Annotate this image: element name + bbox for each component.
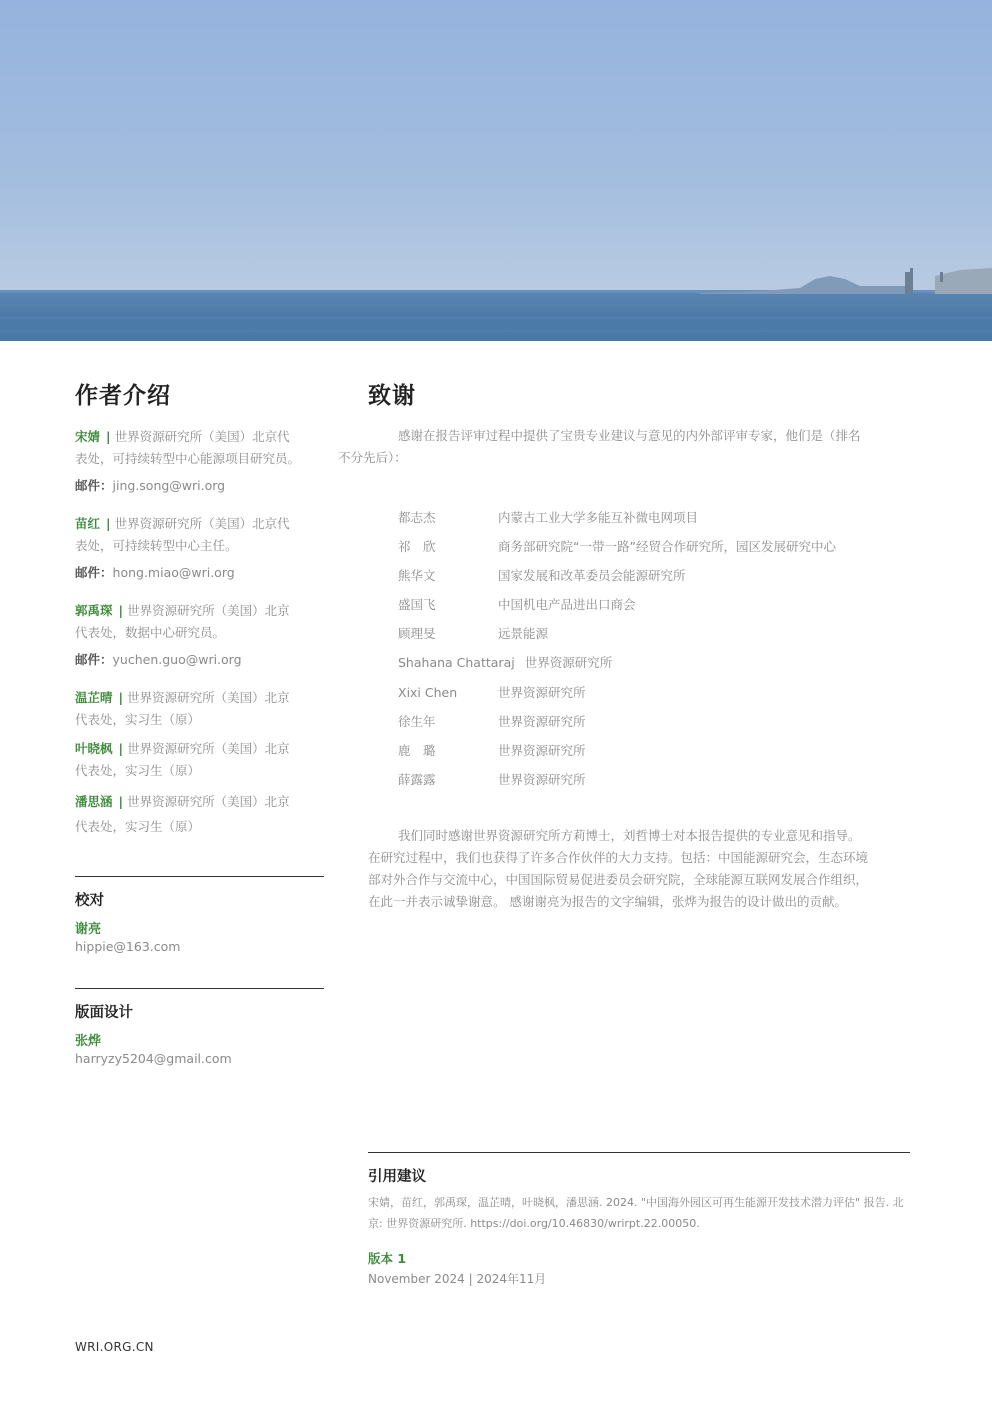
reviewer-row [398,653,612,671]
publication-date: November 2024 | 2024年11月 [368,1272,547,1286]
reviewer-org: 世界资源研究所 [498,714,586,729]
author-role: 代表处，实习生（原） [75,712,201,727]
author-email [75,563,325,581]
reviewer-row [398,683,586,701]
ack-closing-line: 部对外合作与交流中心，中国国际贸易促进委员会研究院，全球能源互联网发展合作组织， [368,872,869,887]
divider [75,988,324,989]
reviewer-name: 都志杰 [398,510,436,525]
author-email [75,650,325,668]
author-name: 郭禹琛 [75,603,113,618]
citation-divider [368,1152,910,1153]
email-label: 邮件： [75,478,113,493]
email-address[interactable]: jing.song@wri.org [112,478,226,493]
author-entry [75,426,325,494]
author-role: 表处，可持续转型中心能源项目研究员。 [75,451,301,466]
reviewer-org: 中国机电产品进出口商会 [498,597,636,612]
reviewer-name: 祁 欣 [398,539,436,554]
email-address[interactable]: hong.miao@wri.org [112,565,235,580]
reviewer-row [398,712,586,730]
author-affiliation: 世界资源研究所（美国）北京 [127,794,290,809]
author-entry [75,738,325,782]
author-entry [75,789,325,839]
author-bio [75,426,325,470]
reviewer-name: Xixi Chen [398,685,458,700]
separator: | [118,741,124,756]
separator: | [106,516,111,531]
author-entry [75,513,325,581]
proofreader-name: 谢亮 [75,922,102,937]
reviewer-row [398,508,698,526]
reviewer-row [398,537,836,555]
reviewer-name: 鹿 璐 [398,743,436,758]
ack-closing-line: 在研究过程中，我们也获得了许多合作伙伴的大力支持。包括：中国能源研究会，生态环境 [368,850,869,865]
version-label: 版本 1 [368,1251,407,1266]
author-bio [75,513,325,557]
author-affiliation: 世界资源研究所（美国）北京 [127,690,290,705]
author-affiliation: 世界资源研究所（美国）北京代 [114,429,290,444]
separator: | [118,690,124,705]
email-label: 邮件： [75,652,113,667]
citation-line[interactable]: 京: 世界资源研究所. https://doi.org/10.46830/wrirpt.22.00050. [368,1217,700,1230]
reviewer-row [398,770,586,788]
email-address[interactable]: yuchen.guo@wri.org [112,652,242,667]
reviewer-org: 商务部研究院“一带一路”经贸合作研究所，园区发展研究中心 [498,539,836,554]
ack-intro-line: 感谢在报告评审过程中提供了宝贵专业建议与意见的内外部评审专家，他们是（排名 [398,428,861,443]
right-column [338,380,910,909]
proofreader-email[interactable]: hippie@163.com [75,939,181,954]
author-name: 潘思涵 [75,794,113,809]
author-role: 代表处，实习生（原） [75,819,201,834]
ack-intro [338,425,910,469]
author-role: 代表处，数据中心研究员。 [75,625,226,640]
reviewer-org: 国家发展和改革委员会能源研究所 [498,568,686,583]
acknowledgements-heading: 致谢 [368,383,416,409]
reviewer-org: 世界资源研究所 [498,685,586,700]
divider [75,876,324,877]
citation-text [368,1192,913,1234]
footer-site-link[interactable]: WRI.ORG.CN [75,1340,154,1354]
author-entry [75,600,325,668]
reviewer-name: 顾理旻 [398,626,436,641]
author-role: 表处，可持续转型中心主任。 [75,538,238,553]
ack-closing-line: 我们同时感谢世界资源研究所方莉博士，刘哲博士对本报告提供的专业意见和指导。 [398,828,861,843]
designer-name: 张烨 [75,1034,102,1049]
reviewer-row [398,595,636,613]
author-name: 叶晓枫 [75,741,113,756]
reviewer-org: 世界资源研究所 [498,743,586,758]
separator: | [118,794,124,809]
reviewer-name: 盛国飞 [398,597,436,612]
designer-email[interactable]: harryzy5204@gmail.com [75,1051,232,1066]
proofreading-heading: 校对 [75,893,104,909]
citation-line: 宋婧，苗红，郭禹琛，温芷晴，叶晓枫，潘思涵. 2024. "中国海外园区可再生能源开发技术潜力评估" 报告. 北 [368,1196,904,1209]
author-name: 宋婧 [75,429,101,444]
separator: | [118,603,124,618]
citation-heading: 引用建议 [368,1169,426,1185]
reviewer-name: 薛露露 [398,772,436,787]
hero-sea-photo [0,0,992,341]
ack-closing-line: 在此一并表示诚挚谢意。 感谢谢亮为报告的文字编辑，张烨为报告的设计做出的贡献。 [368,894,847,909]
reviewer-org: 世界资源研究所 [524,655,613,670]
author-name: 苗红 [75,516,101,531]
author-bio [75,600,325,644]
reviewer-org: 远景能源 [498,626,549,641]
ack-intro-text [338,425,910,469]
author-entry [75,687,325,731]
reviewer-name: Shahana Chattaraj [398,655,515,670]
authors-heading: 作者介绍 [75,383,171,409]
author-email [75,476,325,494]
author-name: 温芷晴 [75,690,113,705]
author-role: 代表处，实习生（原） [75,763,201,778]
layout-design-heading: 版面设计 [75,1005,133,1021]
author-affiliation: 世界资源研究所（美国）北京 [127,741,290,756]
reviewer-name: 熊华文 [398,568,436,583]
author-affiliation: 世界资源研究所（美国）北京代 [114,516,290,531]
reviewer-org: 内蒙古工业大学多能互补微电网项目 [498,510,699,525]
sea-horizon-illustration [0,0,992,341]
reviewer-org: 世界资源研究所 [498,772,586,787]
separator: | [106,429,111,444]
left-column [75,380,325,1066]
email-label: 邮件： [75,565,113,580]
ack-intro-line: 不分先后）： [338,450,407,465]
reviewer-name: 徐生年 [398,714,436,729]
reviewer-row [398,566,686,584]
reviewer-row [398,741,586,759]
reviewer-row [398,624,548,642]
author-affiliation: 世界资源研究所（美国）北京 [127,603,290,618]
ack-closing-paragraph [368,825,913,913]
